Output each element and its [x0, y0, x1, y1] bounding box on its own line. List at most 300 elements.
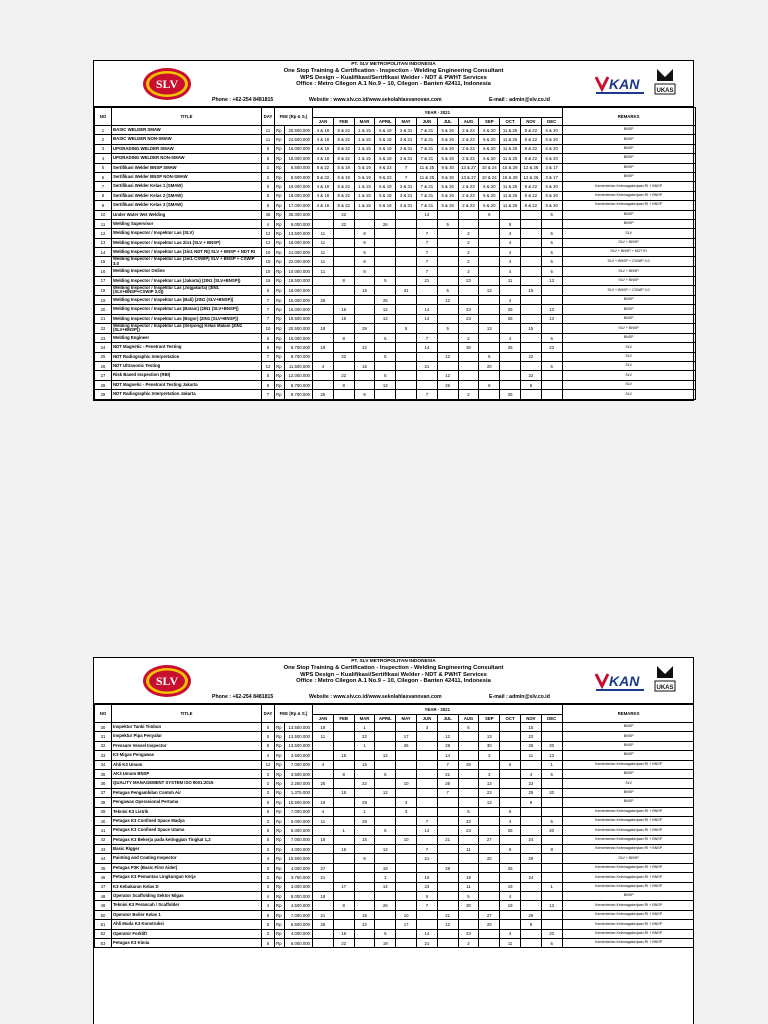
row-month-date: 15: [333, 929, 354, 938]
row-month-date: [520, 248, 541, 257]
row-month-date: 5: [417, 892, 438, 901]
row-month-date: 22: [354, 779, 375, 788]
row-month-date: [333, 910, 354, 919]
row-fee: 16.000.000: [285, 144, 313, 153]
row-month-date: 11: [313, 238, 334, 247]
table-row: [95, 135, 696, 144]
row-month-date: 6 & 20: [541, 126, 562, 135]
row-month-date: [354, 863, 375, 872]
row-month-date: [437, 229, 458, 238]
row-month-date: [333, 295, 354, 304]
company-email[interactable]: E-mail : admin@slv.co.id: [489, 97, 550, 103]
row-month-date: [313, 788, 334, 797]
row-day: 5: [262, 333, 275, 342]
row-month-date: [396, 371, 417, 380]
schedule-page-1: [93, 60, 694, 401]
table-row: [95, 191, 696, 200]
row-month-date: 2 & 23: [458, 144, 479, 153]
row-day: 3: [262, 929, 275, 938]
row-month-date: 15: [354, 286, 375, 296]
row-month-date: 8: [333, 769, 354, 778]
row-no: 47: [95, 882, 112, 891]
row-month-date: 22: [333, 371, 354, 380]
row-currency: Rp: [275, 882, 285, 891]
row-day: 5: [262, 723, 275, 732]
row-month-date: [541, 295, 562, 304]
row-month-date: 6: [541, 257, 562, 267]
row-month-date: 25: [313, 295, 334, 304]
row-month-date: 4 & 18: [313, 201, 334, 210]
row-fee: 8.000.000: [285, 892, 313, 901]
row-month-date: 6 & 20: [479, 182, 500, 191]
row-month-date: 5 & 19: [354, 163, 375, 172]
row-month-date: 17: [396, 920, 417, 929]
row-month-date: 26: [437, 380, 458, 389]
row-fee: 18.000.000: [285, 154, 313, 163]
row-title: Teknisi K3 Listrik: [112, 807, 262, 816]
row-month-date: 6 & 20: [479, 201, 500, 210]
row-month-date: [333, 229, 354, 238]
row-month-date: 4: [500, 333, 521, 342]
row-day: 6: [262, 380, 275, 389]
row-month-date: [479, 807, 500, 816]
row-month-date: [354, 380, 375, 389]
row-month-date: [313, 380, 334, 389]
row-title: Welding Inspector / Inspektur Las (Jogjakarta) (3IN1 (SLV+BNSP+CSWIP 3.0)): [112, 286, 262, 296]
company-details: [194, 62, 593, 88]
row-month-date: [396, 343, 417, 352]
row-remarks: BNSP: [562, 154, 695, 163]
row-month-date: 5 & 19: [375, 126, 396, 135]
row-month-date: [458, 732, 479, 741]
row-currency: Rp: [275, 324, 285, 334]
row-day: 6: [262, 144, 275, 153]
row-month-date: [417, 286, 438, 296]
row-month-date: 15 & 29: [500, 163, 521, 172]
row-month-date: 18: [313, 835, 334, 844]
row-month-date: [541, 892, 562, 901]
row-month-date: [437, 343, 458, 352]
row-month-date: [520, 343, 541, 352]
row-no: 27: [95, 371, 112, 380]
row-month-date: [500, 751, 521, 760]
row-month-date: [313, 210, 334, 219]
row-month-date: [313, 845, 334, 854]
company-phone: Phone : +62-254 8481815: [212, 694, 274, 700]
row-month-date: 4 & 18: [313, 182, 334, 191]
row-month-date: 5: [375, 769, 396, 778]
schedule-body-1: [95, 126, 696, 400]
row-month-date: 23: [520, 779, 541, 788]
row-remarks: Kementerian Ketenagakerjaan RI + BNSP: [562, 929, 693, 938]
row-month-date: 30: [458, 901, 479, 910]
row-month-date: 8: [354, 267, 375, 276]
row-currency: Rp: [275, 172, 285, 181]
table-row: [95, 201, 696, 210]
row-remarks: BNSP: [562, 305, 695, 314]
row-fee: 8.700.000: [285, 380, 313, 389]
row-fee: 17.000.000: [285, 201, 313, 210]
row-month-date: 7: [437, 760, 458, 769]
row-month-date: [417, 798, 438, 807]
row-no: 51: [95, 920, 112, 929]
row-month-date: [396, 314, 417, 323]
row-currency: Rp: [275, 741, 285, 750]
month-header: JUL: [437, 118, 458, 126]
row-currency: Rp: [275, 929, 285, 938]
table-row: [95, 324, 696, 334]
row-month-date: 1 & 15: [354, 201, 375, 210]
row-no: 13: [95, 238, 112, 247]
company-office: Office : Metro Cilegon A.1 No.9 – 10, Cilegon - Banten 42411, Indonesia: [296, 81, 491, 88]
row-fee: 13.500.000: [285, 229, 313, 238]
month-header: MAY: [396, 118, 417, 126]
row-month-date: [500, 835, 521, 844]
row-month-date: 11 & 25: [417, 172, 438, 181]
row-month-date: 23: [541, 343, 562, 352]
row-month-date: [396, 751, 417, 760]
row-month-date: [354, 788, 375, 797]
row-day: 6: [262, 807, 275, 816]
row-currency: Rp: [275, 352, 285, 361]
kan-logo-icon: [594, 69, 646, 99]
row-month-date: [479, 257, 500, 267]
row-month-date: 22: [333, 210, 354, 219]
row-month-date: 20: [479, 362, 500, 371]
row-no: 53: [95, 938, 112, 947]
row-month-date: [417, 380, 438, 389]
row-day: 5: [262, 826, 275, 835]
row-month-date: [500, 741, 521, 750]
row-month-date: 29: [354, 798, 375, 807]
row-month-date: 11: [313, 732, 334, 741]
row-month-date: 22: [354, 920, 375, 929]
row-month-date: 8 & 22: [333, 201, 354, 210]
row-currency: Rp: [275, 154, 285, 163]
table-row: [95, 362, 696, 371]
row-month-date: [354, 333, 375, 342]
row-month-date: [333, 892, 354, 901]
row-remarks: BNSP: [562, 219, 695, 228]
row-no: 22: [95, 324, 112, 334]
row-month-date: [396, 826, 417, 835]
row-month-date: [520, 816, 541, 825]
row-month-date: 5 & 26: [437, 135, 458, 144]
row-month-date: 13: [479, 798, 500, 807]
row-fee: 18.500.000: [285, 276, 313, 285]
row-month-date: 18: [313, 324, 334, 334]
row-month-date: [437, 390, 458, 399]
row-remarks: Kementerian Ketenagakerjaan RI + BNSP: [562, 910, 693, 919]
row-month-date: [458, 362, 479, 371]
row-month-date: [437, 901, 458, 910]
row-month-date: 2: [458, 238, 479, 247]
row-month-date: [458, 741, 479, 750]
row-month-date: 14: [417, 314, 438, 323]
table-row: [95, 938, 694, 947]
row-remarks: Kementerian Ketenagakerjaan RI + BNSP: [562, 760, 693, 769]
row-no: 11: [95, 219, 112, 228]
row-currency: Rp: [275, 390, 285, 399]
row-month-date: 10 & 24: [479, 172, 500, 181]
row-title: Welding Engineer: [112, 333, 262, 342]
row-month-date: 10: [396, 835, 417, 844]
row-month-date: 18: [313, 343, 334, 352]
row-month-date: 5 & 19: [375, 135, 396, 144]
row-month-date: [375, 229, 396, 238]
row-month-date: 9 & 23: [375, 172, 396, 181]
row-month-date: 23: [458, 314, 479, 323]
row-remarks: BNSP: [562, 163, 695, 172]
row-month-date: 11: [313, 267, 334, 276]
row-month-date: [479, 248, 500, 257]
row-month-date: 22: [354, 343, 375, 352]
row-month-date: [479, 892, 500, 901]
row-month-date: 10 & 24: [479, 163, 500, 172]
month-header: DEC: [541, 715, 562, 723]
row-month-date: [541, 854, 562, 863]
row-month-date: 9 & 30: [437, 172, 458, 181]
row-month-date: 7 & 21: [417, 201, 438, 210]
row-month-date: 15: [333, 788, 354, 797]
row-month-date: 29: [354, 324, 375, 334]
row-month-date: 5: [375, 276, 396, 285]
row-month-date: [417, 751, 438, 760]
row-title: NDT Radiographic Interpretation Jakarta: [112, 390, 262, 399]
table-row: [95, 371, 696, 380]
row-month-date: 5 & 19: [375, 182, 396, 191]
row-month-date: 8: [354, 390, 375, 399]
svg-text:KAN: KAN: [609, 76, 640, 92]
row-month-date: [396, 723, 417, 732]
row-title: Inspektur Tanki Timbun: [112, 723, 262, 732]
row-month-date: 19: [375, 938, 396, 947]
row-month-date: 12: [437, 732, 458, 741]
row-month-date: [333, 390, 354, 399]
row-month-date: [520, 238, 541, 247]
row-no: 50: [95, 910, 112, 919]
row-month-date: 2 & 23: [458, 135, 479, 144]
month-header: JAN: [313, 118, 334, 126]
row-month-date: 7 & 21: [417, 182, 438, 191]
row-title: Petugas K3 Kimia: [112, 938, 262, 947]
row-no: 40: [95, 816, 112, 825]
table-row: [95, 779, 694, 788]
row-remarks: SLV + BNSP: [562, 276, 695, 285]
row-day: 5: [262, 191, 275, 200]
row-month-date: [479, 873, 500, 882]
row-month-date: [458, 779, 479, 788]
row-month-date: 11: [313, 229, 334, 238]
ukas-logo-icon: [652, 65, 678, 103]
row-month-date: [437, 798, 458, 807]
row-remarks: Kementerian Ketenagakerjaan RI + BNSP: [562, 938, 693, 947]
row-month-date: 7 & 21: [417, 154, 438, 163]
row-month-date: [396, 816, 417, 825]
row-month-date: [417, 863, 438, 872]
row-title: Sertifikasi Welder Kelas 2 (SMAW): [112, 191, 262, 200]
row-month-date: [541, 371, 562, 380]
row-month-date: [458, 295, 479, 304]
row-title: Inspektur Pipa Penyalur: [112, 732, 262, 741]
row-month-date: 23: [458, 929, 479, 938]
row-title: Ahli K3 Umum: [112, 760, 262, 769]
row-month-date: [333, 835, 354, 844]
row-fee: 7.000.000: [285, 807, 313, 816]
row-remarks: BNSP: [562, 126, 695, 135]
row-month-date: 29: [520, 854, 541, 863]
row-month-date: 2: [458, 267, 479, 276]
row-month-date: 4: [500, 816, 521, 825]
month-header: FEB: [333, 118, 354, 126]
row-month-date: 8 & 22: [520, 135, 541, 144]
row-month-date: 11: [313, 248, 334, 257]
row-month-date: 5: [375, 826, 396, 835]
row-month-date: [313, 371, 334, 380]
row-month-date: [375, 854, 396, 863]
row-month-date: 7 & 21: [417, 144, 438, 153]
row-day: 19: [262, 248, 275, 257]
table-row: [95, 219, 696, 228]
row-month-date: [396, 229, 417, 238]
row-month-date: 15: [520, 324, 541, 334]
row-month-date: [375, 816, 396, 825]
row-fee: 4.000.000: [285, 863, 313, 872]
row-month-date: 11 & 25: [500, 182, 521, 191]
row-month-date: 8: [541, 845, 562, 854]
table-row: [95, 723, 694, 732]
row-month-date: [313, 305, 334, 314]
col-year: YEAR - 2021: [313, 108, 563, 118]
row-month-date: 12: [437, 352, 458, 361]
row-month-date: 12: [437, 295, 458, 304]
row-currency: Rp: [275, 248, 285, 257]
col-year: YEAR - 2021: [313, 705, 563, 715]
row-month-date: [375, 238, 396, 247]
col-no: NO: [95, 705, 112, 723]
row-month-date: 8 & 22: [520, 182, 541, 191]
row-month-date: 22: [333, 938, 354, 947]
row-month-date: 10: [396, 779, 417, 788]
row-month-date: [313, 314, 334, 323]
row-month-date: 5: [437, 286, 458, 296]
row-month-date: 12: [375, 380, 396, 389]
row-month-date: [520, 901, 541, 910]
row-month-date: 26: [458, 760, 479, 769]
row-day: 36: [262, 210, 275, 219]
row-title: Sertifikasi Welder BNSP NON-SMAW: [112, 172, 262, 181]
row-no: 3: [95, 144, 112, 153]
row-month-date: [437, 854, 458, 863]
table-row: [95, 807, 694, 816]
row-title: K3 Migas Pengawas: [112, 751, 262, 760]
row-month-date: 21: [417, 362, 438, 371]
row-month-date: [479, 314, 500, 323]
row-month-date: 2 & 23: [458, 201, 479, 210]
row-month-date: 1 & 15: [354, 154, 375, 163]
row-month-date: [354, 751, 375, 760]
row-month-date: [375, 835, 396, 844]
row-month-date: 11: [500, 938, 521, 947]
row-month-date: 6: [541, 938, 562, 947]
row-month-date: 21: [417, 938, 438, 947]
row-month-date: [396, 219, 417, 228]
row-month-date: [375, 286, 396, 296]
row-day: 12: [262, 362, 275, 371]
row-remarks: BNSP: [562, 751, 693, 760]
row-month-date: 4 & 18: [313, 154, 334, 163]
row-month-date: [479, 390, 500, 399]
row-month-date: [333, 779, 354, 788]
row-no: 29: [95, 390, 112, 399]
row-no: 35: [95, 769, 112, 778]
row-month-date: 31: [396, 286, 417, 296]
row-month-date: [479, 760, 500, 769]
svg-text:UKAS: UKAS: [656, 685, 674, 691]
row-month-date: [354, 882, 375, 891]
table-row: [95, 267, 696, 276]
row-month-date: 27: [479, 910, 500, 919]
row-month-date: 7: [417, 390, 438, 399]
row-month-date: 28: [437, 863, 458, 872]
row-no: 16: [95, 267, 112, 276]
row-month-date: [500, 788, 521, 797]
row-month-date: 28: [437, 741, 458, 750]
row-month-date: 5 & 19: [333, 163, 354, 172]
row-month-date: 4: [500, 295, 521, 304]
row-month-date: [500, 732, 521, 741]
row-month-date: 11 & 25: [500, 126, 521, 135]
row-currency: Rp: [275, 910, 285, 919]
row-title: Ahli Muda K3 Konstruksi: [112, 920, 262, 929]
row-month-date: [520, 305, 541, 314]
company-email[interactable]: E-mail : admin@slv.co.id: [489, 694, 550, 700]
table-row: [95, 929, 694, 938]
row-month-date: [396, 380, 417, 389]
company-website[interactable]: Website : www.slv.co.id/www.sekolahlasvanovan.com: [309, 97, 442, 103]
table-row: [95, 732, 694, 741]
row-month-date: 10: [396, 910, 417, 919]
row-day: 5: [262, 732, 275, 741]
row-month-date: [437, 314, 458, 323]
row-month-date: 12: [375, 314, 396, 323]
row-month-date: 21: [313, 910, 334, 919]
row-month-date: [333, 286, 354, 296]
row-month-date: [479, 333, 500, 342]
row-month-date: [500, 210, 521, 219]
row-month-date: [333, 807, 354, 816]
row-month-date: 4: [500, 248, 521, 257]
row-month-date: 1 & 15: [354, 135, 375, 144]
row-no: 44: [95, 854, 112, 863]
row-month-date: [500, 380, 521, 389]
table-row: [95, 343, 696, 352]
row-month-date: [520, 333, 541, 342]
company-website[interactable]: Website : www.slv.co.id/www.sekolahlasvanovan.com: [309, 694, 442, 700]
row-month-date: [458, 219, 479, 228]
row-month-date: [500, 779, 521, 788]
table-row: [95, 182, 696, 191]
row-month-date: 21: [417, 854, 438, 863]
row-month-date: 15: [354, 362, 375, 371]
row-month-date: [313, 854, 334, 863]
company-name: PT. SLV METROPOLITAN INDONESIA: [351, 659, 436, 664]
row-day: 12: [262, 238, 275, 247]
row-month-date: [500, 362, 521, 371]
row-month-date: 15: [333, 845, 354, 854]
table-row: [95, 333, 696, 342]
month-header: SEP: [479, 118, 500, 126]
